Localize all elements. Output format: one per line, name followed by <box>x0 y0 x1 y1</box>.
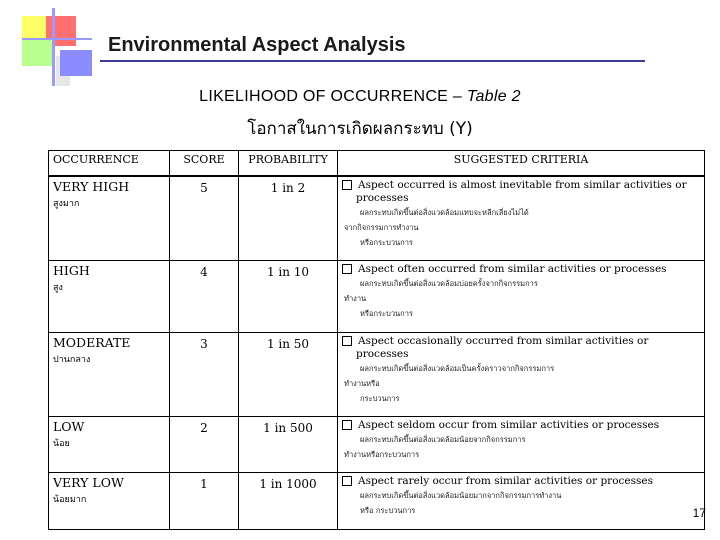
checkbox-bullet-icon <box>342 476 352 486</box>
occurrence-cell <box>49 416 170 472</box>
header-score: SCORE <box>170 151 239 177</box>
criteria-english <box>342 335 700 361</box>
occurrence-level: VERY LOW <box>53 474 124 490</box>
subtitle-prefix: LIKELIHOOD OF OCCURRENCE – <box>199 88 467 105</box>
criteria-thai-line: ทำงานหรือกระบวนการ <box>344 449 420 459</box>
criteria-thai-line: ผลกระทบเกิดขึ้นต่อสิ่งแวดล้อมบ่อยครั้งจากกิจกรรมการ <box>360 278 538 288</box>
score-value: 2 <box>200 420 208 435</box>
header-probability: PROBABILITY <box>239 151 338 177</box>
subtitle-thai: โอกาสในการเกิดผลกระทบ (Y) <box>247 119 473 139</box>
score-cell <box>170 176 239 260</box>
occurrence-level-thai: น้อยมาก <box>53 494 87 505</box>
probability-cell <box>239 416 338 472</box>
probability-cell <box>239 176 338 260</box>
occurrence-level: MODERATE <box>53 334 131 350</box>
score-value: 5 <box>200 181 208 195</box>
decor-square-blue <box>60 50 92 76</box>
checkbox-bullet-icon <box>342 336 352 346</box>
criteria-english-text: Aspect often occurred from similar activities or processes <box>358 262 667 275</box>
decor-line-horizontal <box>22 38 92 40</box>
table-subtitle <box>0 88 720 106</box>
occurrence-level: LOW <box>53 418 85 434</box>
criteria-cell <box>338 176 705 260</box>
criteria-cell <box>338 472 705 530</box>
criteria-thai-line: กระบวนการ <box>360 393 400 403</box>
criteria-thai-line: หรือ กระบวนการ <box>360 505 416 515</box>
occurrence-level-thai: น้อย <box>53 438 70 449</box>
occurrence-level-thai: ปานกลาง <box>53 354 91 365</box>
criteria-thai-line: ทำงานหรือ <box>344 378 380 388</box>
probability-value: 1 in 500 <box>263 420 313 435</box>
criteria-english <box>342 179 700 205</box>
score-value: 4 <box>200 264 208 279</box>
occurrence-level-thai: สูง <box>53 282 63 293</box>
occurrence-cell <box>49 472 170 530</box>
criteria-cell <box>338 416 705 472</box>
score-value: 1 <box>200 476 208 491</box>
probability-value: 1 in 1000 <box>259 476 317 491</box>
checkbox-bullet-icon <box>342 264 352 274</box>
title-underline <box>100 60 645 62</box>
occurrence-level: HIGH <box>53 262 90 278</box>
probability-cell <box>239 332 338 416</box>
criteria-thai-line: หรือกระบวนการ <box>360 238 413 247</box>
occurrence-level: VERY HIGH <box>53 179 130 194</box>
occurrence-cell <box>49 176 170 260</box>
decor-line-vertical <box>52 8 55 86</box>
probability-cell <box>239 260 338 332</box>
slide-title: Environmental Aspect Analysis <box>108 34 406 56</box>
decor-square-green <box>22 38 52 66</box>
occurrence-cell <box>49 332 170 416</box>
criteria-thai-line: ผลกระทบเกิดขึ้นต่อสิ่งแวดล้อมน้อยมากจากกิจกรรมการทำงาน <box>360 490 562 500</box>
criteria-thai-line: จากกิจกรรมการทำงาน <box>344 223 419 232</box>
table-row <box>49 176 705 260</box>
criteria-english-text: Aspect occasionally occurred from similar activities or processes <box>356 334 649 360</box>
subtitle-table-ref: Table 2 <box>466 88 521 105</box>
table-row <box>49 332 705 416</box>
criteria-cell <box>338 332 705 416</box>
criteria-english <box>342 419 700 432</box>
criteria-english <box>342 263 700 276</box>
criteria-thai-line: ผลกระทบเกิดขึ้นต่อสิ่งแวดล้อมน้อยจากกิจกรรมการ <box>360 434 526 444</box>
table-row <box>49 260 705 332</box>
score-value: 3 <box>200 336 208 351</box>
header-suggested-criteria: SUGGESTED CRITERIA <box>338 151 705 177</box>
likelihood-table <box>48 150 705 530</box>
criteria-thai-line: หรือกระบวนการ <box>360 308 413 318</box>
header-occurrence: OCCURRENCE <box>49 151 170 177</box>
table-row <box>49 416 705 472</box>
page-number: 17 <box>692 506 706 520</box>
criteria-english <box>342 475 700 488</box>
criteria-english-text: Aspect rarely occur from similar activities or processes <box>358 474 653 487</box>
occurrence-level-thai: สูงมาก <box>53 199 80 209</box>
criteria-english-text: Aspect occurred is almost inevitable from similar activities or processes <box>356 179 687 204</box>
probability-value: 1 in 2 <box>270 181 306 195</box>
criteria-thai-line: ผลกระทบเกิดขึ้นต่อสิ่งแวดล้อมเป็นครั้งคราวจากกิจกรรมการ <box>360 363 555 373</box>
probability-value: 1 in 50 <box>266 336 310 351</box>
score-cell <box>170 472 239 530</box>
score-cell <box>170 332 239 416</box>
checkbox-bullet-icon <box>342 180 352 190</box>
criteria-thai-line: ทำงาน <box>344 293 367 303</box>
criteria-english-text: Aspect seldom occur from similar activities or processes <box>358 418 660 431</box>
score-cell <box>170 260 239 332</box>
score-cell <box>170 416 239 472</box>
probability-cell <box>239 472 338 530</box>
checkbox-bullet-icon <box>342 420 352 430</box>
criteria-cell <box>338 260 705 332</box>
criteria-thai-line: ผลกระทบเกิดขึ้นต่อสิ่งแวดล้อมแทบจะหลีกเลี่ยงไม่ได้ <box>360 208 529 217</box>
probability-value: 1 in 10 <box>266 264 310 279</box>
table-row <box>49 472 705 530</box>
occurrence-cell <box>49 260 170 332</box>
table-header-row <box>49 151 705 177</box>
